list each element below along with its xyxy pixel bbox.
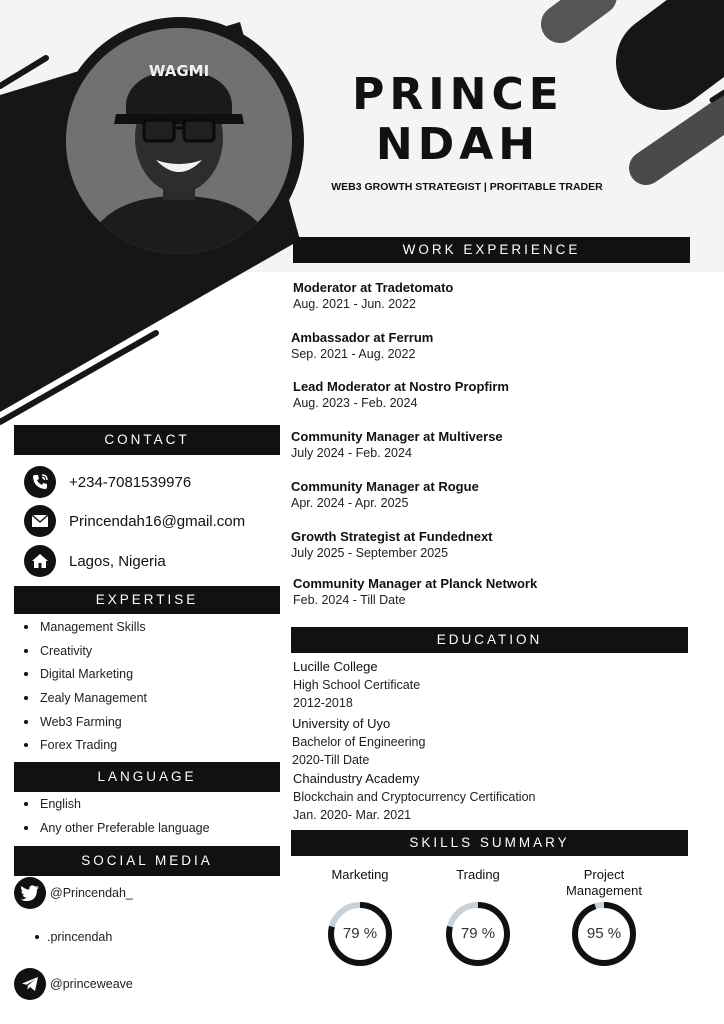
phone-number[interactable]: +234-7081539976 [69,473,192,491]
language-item: English [22,796,210,820]
expertise-item: Forex Trading [22,737,147,761]
skill-percent: 79 % [342,925,378,942]
last-name: NDAH [375,119,541,170]
telegram-handle[interactable]: @princeweave [50,977,133,991]
work-entry [291,529,671,561]
expertise-item: Management Skills [22,619,147,643]
expertise-item: Zealy Management [22,690,147,714]
svg-text:WAGMI: WAGMI [148,62,210,80]
expertise-list [22,619,147,761]
work-entry [291,429,671,461]
work-experience-heading: WORK EXPERIENCE [293,237,690,263]
social-handle[interactable]: .princendah [47,930,113,944]
expertise-item: Creativity [22,643,147,667]
education-entry [292,715,682,769]
social-twitter [14,877,133,909]
education-entry [293,770,683,824]
work-entry [293,379,673,411]
job-title: Moderator at Tradetomato [293,280,454,295]
skill-percent: 95 % [586,925,622,942]
social-media-heading: SOCIAL MEDIA [14,846,280,876]
study-years: Jan. 2020- Mar. 2021 [293,808,412,822]
skills-summary-heading: SKILLS SUMMARY [291,830,688,856]
job-date: Aug. 2023 - Feb. 2024 [293,396,418,410]
telegram-icon [14,968,46,1000]
expertise-heading: EXPERTISE [14,586,280,614]
skill-label: Trading [456,867,500,882]
job-title: Community Manager at Planck Network [293,576,538,591]
skill-marketing [305,867,415,967]
email-icon [24,505,56,537]
contact-location [24,545,166,577]
profile-photo [66,28,292,254]
contact-email [24,505,245,537]
home-icon [24,545,56,577]
degree: High School Certificate [293,678,421,692]
expertise-item: Digital Marketing [22,666,147,690]
study-years: 2012-2018 [293,696,353,710]
work-entry [293,576,673,608]
work-entry [291,330,671,362]
social-telegram [14,968,133,1000]
skill-ring [327,901,393,967]
degree: Blockchain and Cryptocurrency Certification [293,790,536,804]
job-title: Community Manager at Multiverse [291,429,503,444]
education-heading: EDUCATION [291,627,688,653]
skill-project-management [549,867,659,967]
skill-label: Marketing [331,867,389,882]
email-address[interactable]: Princendah16@gmail.com [69,512,246,530]
job-tagline: WEB3 GROWTH STRATEGIST | PROFITABLE TRADER [331,181,603,193]
job-date: Apr. 2024 - Apr. 2025 [291,496,409,510]
language-item: Any other Preferable language [22,820,210,844]
skill-ring [445,901,511,967]
job-title: Ambassador at Ferrum [291,330,434,345]
expertise-item: Web3 Farming [22,714,147,738]
first-name: PRINCE [352,69,564,120]
language-heading: LANGUAGE [14,762,280,792]
location: Lagos, Nigeria [69,552,166,570]
social-other [35,930,112,944]
candidate-name [318,70,598,170]
contact-heading: CONTACT [14,425,280,455]
phone-icon [24,466,56,498]
twitter-handle[interactable]: @Princendah_ [50,886,133,900]
study-years: 2020-Till Date [292,753,370,767]
job-title: Community Manager at Rogue [291,479,479,494]
work-entry [291,479,671,511]
job-date: Aug. 2021 - Jun. 2022 [293,297,417,311]
job-date: Feb. 2024 - Till Date [293,593,406,607]
skill-ring [571,901,637,967]
job-title: Lead Moderator at Nostro Propfirm [293,379,509,394]
job-date: July 2025 - September 2025 [291,546,449,560]
education-entry [293,658,683,712]
skill-percent: 79 % [460,925,496,942]
degree: Bachelor of Engineering [292,735,426,749]
job-title: Growth Strategist at Fundednext [291,529,493,544]
job-date: Sep. 2021 - Aug. 2022 [291,347,416,361]
language-list [22,796,210,843]
skill-trading [423,867,533,967]
twitter-icon [14,877,46,909]
school-name: University of Uyo [292,716,391,731]
work-entry [293,280,673,312]
contact-phone [24,466,191,498]
bullet-dot [35,935,39,939]
school-name: Chaindustry Academy [293,771,420,786]
school-name: Lucille College [293,659,378,674]
skill-label: Project Management [566,867,642,898]
job-date: July 2024 - Feb. 2024 [291,446,412,460]
